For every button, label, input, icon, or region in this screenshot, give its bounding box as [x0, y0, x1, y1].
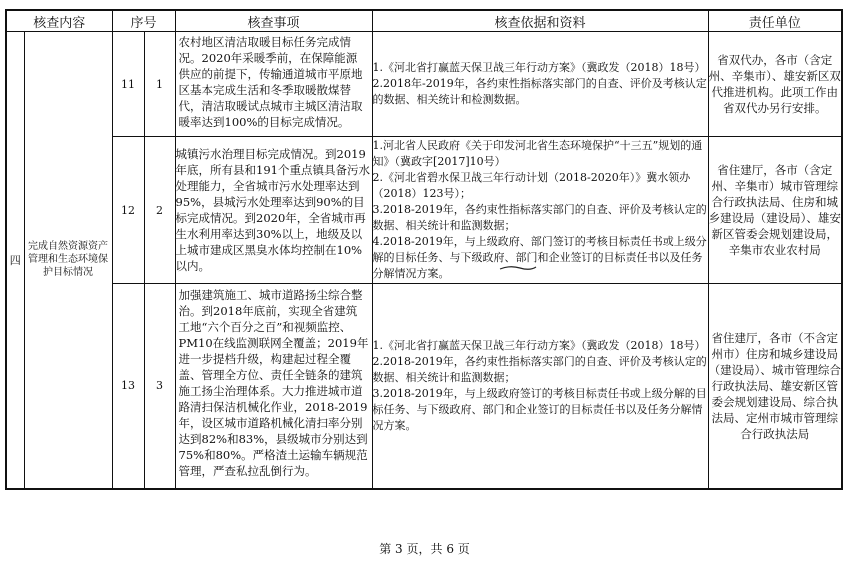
page-number: 第 3 页，共 6 页	[379, 542, 470, 556]
basis-line: 2.2018-2019年，各约束性指标落实部门的自查、评价及考核认定的数据、相关统计和监测数据；	[372, 354, 707, 384]
basis-line: 1.河北省人民政府《关于印发河北省生态环境保护“十三五”规划的通知》（冀政字[2017]10号）	[372, 139, 703, 168]
row-number-a: 11	[112, 32, 144, 137]
basis-cell	[372, 32, 708, 137]
row-number-b: 2	[144, 137, 175, 284]
table-row	[6, 32, 842, 137]
basis-cell	[372, 284, 708, 489]
unit-cell: 省双代办，各市（含定州、辛集市）、雄安新区双代推进机构。此项工作由省双代办另行安排。	[708, 32, 842, 137]
pen-mark	[498, 264, 538, 272]
basis-line: 2.《河北省碧水保卫战三年行动计划（2018-2020年）》冀水领办（2018）123号）；	[372, 171, 691, 200]
row-number-b: 1	[144, 32, 175, 137]
table-row	[6, 284, 842, 489]
header-basis: 核查依据和资料	[372, 10, 708, 32]
item-cell	[175, 32, 372, 137]
unit-cell: 省住建厅，各市（含定州、辛集市）城市管理综合行政执法局、住房和城乡建设局（建设局）、雄安新区管委会规划建设局，辛集市农业农村局	[708, 137, 842, 284]
row-number-b: 3	[144, 284, 175, 489]
item-cell: 城镇污水治理目标完成情况。到2019年底，所有县和191个重点镇具备污水处理能力，全省城市污水处理率达到95%，县城污水处理率达到90%的目标完成情况。到2020年，全省城市再生水利用率达到30%以上，地级及以上城市建成区黑臭水体均控制在10%以内。	[175, 137, 372, 284]
basis-cell	[372, 137, 708, 284]
header-row	[6, 10, 842, 32]
row-number-a: 12	[112, 137, 144, 284]
header-unit: 责任单位	[708, 10, 842, 32]
basis-line: 3.2018-2019年，各约束性指标落实部门的自查、评价及考核认定的数据、相关统计和监测数据；	[372, 203, 707, 232]
basis-line: 3.2018-2019年，与上级政府签订的考核目标责任书或上级分解的目标任务、与下级政府、部门和企业签订的目标责任书以及任务分解情况方案。	[372, 386, 707, 432]
header-seq: 序号	[112, 10, 175, 32]
section-title: 完成自然资源资产管理和生态环境保护目标情况	[24, 32, 112, 489]
item-text: 农村地区清洁取暖目标任务完成情况。2020年采暖季前，在保障能源供应的前提下，传输通道城市平原地区基本完成生活和冬季取暖散煤替代，清洁取暖试点城市主城区清洁取暖率达到100%的目标完成情况。	[178, 35, 363, 129]
table-row	[6, 137, 842, 284]
basis-line: 4.2018-2019年，与上级政府、部门签订的考核目标责任书或上级分解的目标任务、与下级政府、部门和企业签订的目标责任书以及任务分解情况方案。	[372, 235, 707, 280]
header-item: 核查事项	[175, 10, 372, 32]
section-number: 四	[6, 32, 24, 489]
item-text: 加强建筑施工、城市道路扬尘综合整治。到2018年底前，实现全省建筑工地“六个百分之百”和视频监控、PM10在线监测联网全覆盖；2019年进一步提档升级，构建起过程全覆盖、管理全方位、责任全链条的建筑施工扬尘治理体系。大力推进城市道路清扫保洁机械化作业，2018-2019年，设区城市道路机械化清扫率分别达到82%和83%，县级城市分别达到75%和80%。严格渣土运输车辆规范管理，严查私拉乱倒行为。	[178, 287, 369, 478]
item-cell	[175, 284, 372, 489]
unit-cell: 省住建厅，各市（不含定州市）住房和城乡建设局（建设局）、城市管理综合行政执法局、雄安新区管委会规划建设局、综合执法局、定州市城市管理综合行政执法局	[708, 284, 842, 489]
basis-line: 2.2018年-2019年，各约束性指标落实部门的自查、评价及考核认定的数据、相关统计和检测数据。	[372, 77, 707, 106]
inspection-table	[5, 9, 843, 490]
row-number-a: 13	[112, 284, 144, 489]
header-content: 核查内容	[6, 10, 112, 32]
basis-line: 1.《河北省打赢蓝天保卫战三年行动方案》（冀政发（2018）18号）	[372, 338, 706, 352]
basis-line: 1.《河北省打赢蓝天保卫战三年行动方案》（冀政发（2018）18号）	[372, 61, 706, 74]
